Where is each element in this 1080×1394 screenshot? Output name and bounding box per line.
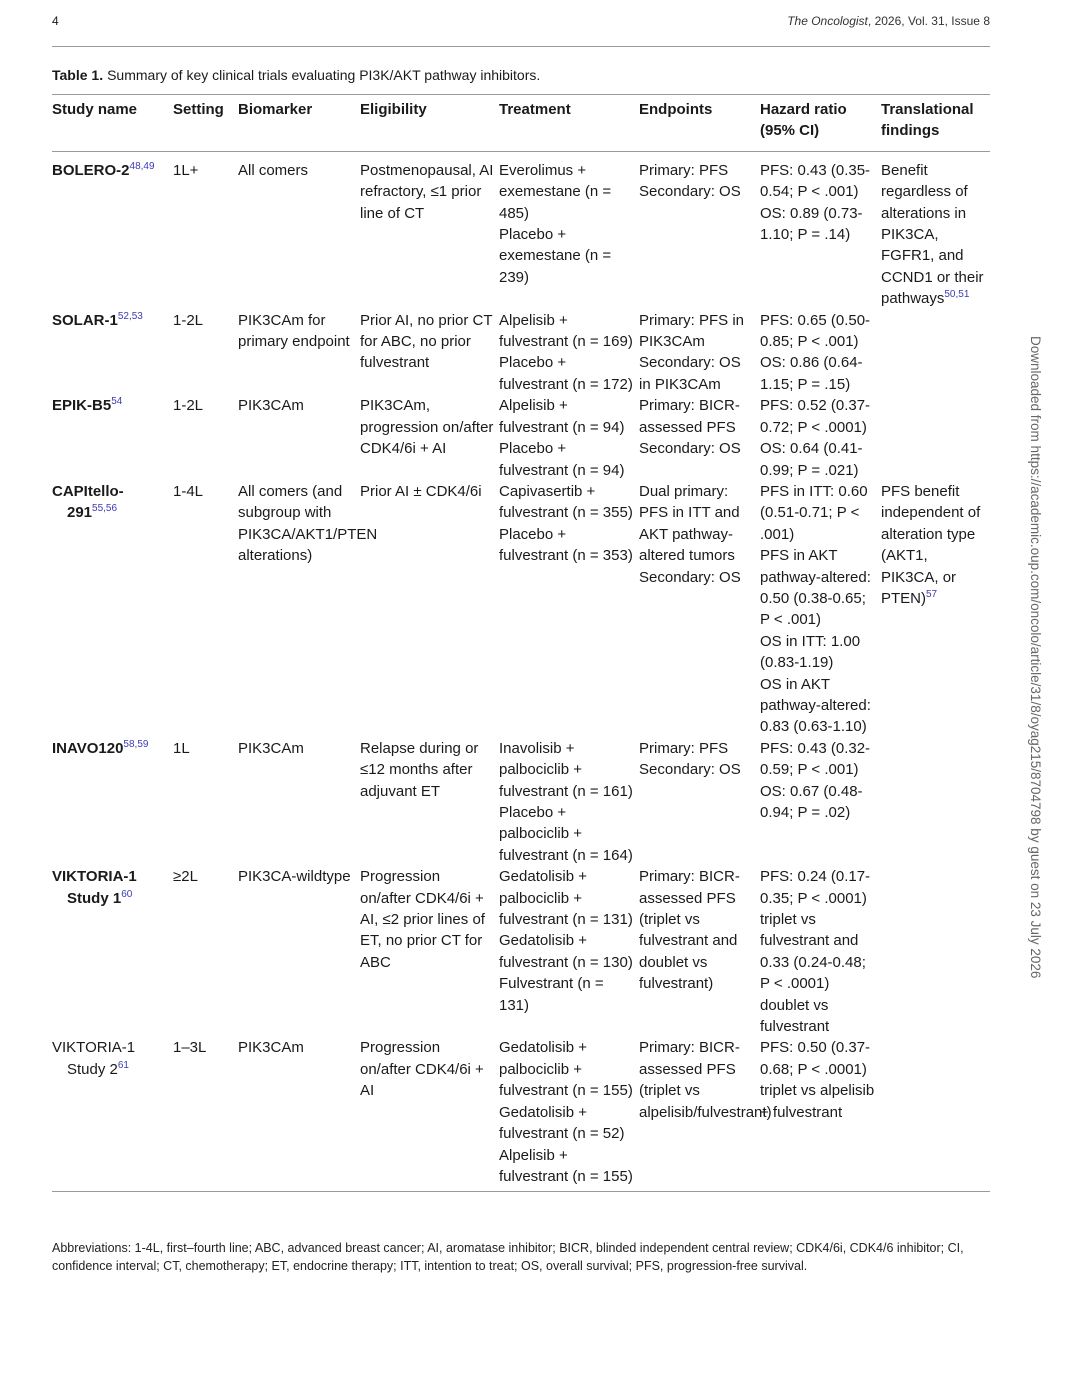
study-name-cell xyxy=(52,738,173,866)
hazard-ratio-cell xyxy=(760,395,881,481)
treatment-cell xyxy=(499,151,639,309)
treatment-cell xyxy=(499,1037,639,1191)
treatment-line: Placebo + fulvestrant (n = 353) xyxy=(499,525,633,565)
translational-cell xyxy=(881,1037,990,1191)
eligibility-cell: Prior AI, no prior CT for ABC, no prior fulvestrant xyxy=(360,311,493,372)
study-name-cell xyxy=(52,310,173,396)
study-name-cell xyxy=(52,151,173,309)
translational-cell xyxy=(881,395,990,481)
reference-link: 61 xyxy=(117,1059,129,1071)
biomarker-cell: PIK3CAm for primary endpoint xyxy=(238,311,350,351)
column-header: Hazard ratio (95% CI) xyxy=(760,95,881,152)
translational-cell xyxy=(881,738,990,866)
download-note: Downloaded from https://academic.oup.com/oncolo/article/31/8/oyag215/8704798 by guest on 23 July 2026 xyxy=(1028,336,1043,979)
treatment-cell xyxy=(499,738,639,866)
endpoints-cell xyxy=(639,310,760,396)
hazard-ratio-line: PFS: 0.52 (0.37-0.72; P < .0001) xyxy=(760,397,871,436)
eligibility-cell: Postmenopausal, AI refractory, ≤1 prior line of CT xyxy=(360,161,494,222)
hazard-ratio-cell xyxy=(760,738,881,866)
header-rule xyxy=(52,46,990,47)
hazard-ratio-line: PFS: 0.43 (0.35-0.54; P < .001) xyxy=(760,161,871,201)
biomarker-cell: PIK3CAm xyxy=(238,1037,360,1191)
setting-cell: 1L xyxy=(173,739,190,757)
table-footnote: Abbreviations: 1-4L, first–fourth line; ABC, advanced breast cancer; AI, aromatase inhibitor; BICR, blinded independent central review; CDK4/6i, CDK4/6 inhibitor; CI, confidence interval; CT, chemotherapy; ET, endocrine therapy; ITT, intention to treat; OS, overall survival; PFS, progression-free survival. xyxy=(52,1241,964,1273)
hazard-ratio-line: OS in ITT: 1.00 (0.83-1.19) xyxy=(760,632,861,672)
reference-link: 55,56 xyxy=(92,503,118,515)
table-row xyxy=(52,738,990,866)
endpoints-cell xyxy=(639,866,760,1037)
setting-cell: 1L+ xyxy=(173,161,199,179)
eligibility-cell: PIK3CAm, progression on/after CDK4/6i + AI xyxy=(360,397,494,458)
hazard-ratio-line: PFS: 0.65 (0.50-0.85; P < .001) xyxy=(760,311,871,351)
treatment-line: Placebo + exemestane (n = 239) xyxy=(499,226,612,286)
reference-link: 50,51 xyxy=(944,289,970,301)
study-name-cell xyxy=(52,395,173,481)
hazard-ratio-line: PFS in ITT: 0.60 (0.51-0.71; P < .001) xyxy=(760,482,868,543)
reference-link: 57 xyxy=(926,588,938,600)
eligibility-cell: Prior AI ± CDK4/6i xyxy=(360,482,482,500)
translational-text: Benefit regardless of alterations in PIK3CA, FGFR1, and CCND1 or their pathways xyxy=(881,161,984,308)
table-row xyxy=(52,151,990,309)
translational-cell xyxy=(881,481,990,738)
endpoints-cell xyxy=(639,395,760,481)
reference-link: 58,59 xyxy=(123,738,149,750)
hazard-ratio-line: PFS: 0.43 (0.32-0.59; P < .001) xyxy=(760,739,871,779)
reference-link: 60 xyxy=(121,888,133,900)
hazard-ratio-cell xyxy=(760,866,881,1037)
treatment-cell xyxy=(499,395,639,481)
journal-name: The Oncologist xyxy=(787,14,868,28)
hazard-ratio-line: OS: 0.89 (0.73-1.10; P = .14) xyxy=(760,204,863,244)
biomarker-cell: All comers xyxy=(238,161,309,179)
reference-link: 48,49 xyxy=(129,160,155,172)
study-name: VIKTORIA-1 Study 2 xyxy=(52,1039,136,1078)
eligibility-cell: Progression on/after CDK4/6i + AI xyxy=(360,1037,499,1191)
table-header xyxy=(52,95,990,152)
translational-cell xyxy=(881,310,990,396)
endpoints-line: Secondary: OS xyxy=(639,440,741,458)
study-name: CAPItello-291 xyxy=(52,482,124,522)
study-name-cell xyxy=(52,481,173,738)
treatment-line: Inavolisib + palbociclib + fulvestrant (n = 161) xyxy=(499,739,633,800)
eligibility-cell: Progression on/after CDK4/6i + AI, ≤2 prior lines of ET, no prior CT for ABC xyxy=(360,868,485,971)
endpoints-line: Secondary: OS in PIK3CAm xyxy=(639,354,741,393)
study-name: SOLAR-1 xyxy=(52,311,118,329)
endpoints-cell xyxy=(639,151,760,309)
table-label: Table 1. xyxy=(52,67,104,83)
treatment-line: Alpelisib + fulvestrant (n = 155) xyxy=(499,1146,633,1185)
reference-link: 54 xyxy=(111,396,123,408)
eligibility-cell: Relapse during or ≤12 months after adjuvant ET xyxy=(360,739,479,800)
column-header: Setting xyxy=(173,95,238,152)
treatment-cell xyxy=(499,866,639,1037)
treatment-line: Everolimus + exemestane (n = 485) xyxy=(499,161,612,222)
study-name: EPIK-B5 xyxy=(52,397,112,415)
column-header: Translational findings xyxy=(881,95,990,152)
endpoints-line: Primary: BICR-assessed PFS xyxy=(639,397,740,436)
biomarker-cell: PIK3CAm xyxy=(238,397,304,415)
endpoints-cell xyxy=(639,1037,772,1191)
study-name-cell xyxy=(52,1037,173,1191)
setting-cell: 1-4L xyxy=(173,482,204,500)
endpoints-line: Primary: PFS in PIK3CAm xyxy=(639,311,745,351)
setting-cell: 1-2L xyxy=(173,311,204,329)
study-name-cell xyxy=(52,866,173,1037)
endpoints-line: Primary: BICR-assessed PFS (triplet vs fulvestrant and doublet vs fulvestrant) xyxy=(639,868,740,993)
reference-link: 52,53 xyxy=(117,310,143,322)
study-name: INAVO120 xyxy=(52,739,124,757)
hazard-ratio-line: OS: 0.67 (0.48-0.94; P = .02) xyxy=(760,782,863,821)
hazard-ratio-line: PFS: 0.24 (0.17-0.35; P < .0001) triplet vs fulvestrant and 0.33 (0.24-0.48; P < .0001) doublet vs fulvestrant xyxy=(760,868,871,1036)
trials-table xyxy=(52,94,990,1192)
biomarker-cell: PIK3CAm xyxy=(238,739,304,757)
treatment-line: Placebo + palbociclib + fulvestrant (n = 164) xyxy=(499,804,633,864)
endpoints-line: Dual primary: PFS in ITT and AKT pathway-altered tumors xyxy=(639,482,740,565)
hazard-ratio-line: PFS: 0.50 (0.37-0.68; P < .0001) triplet vs alpelisib + fulvestrant xyxy=(760,1039,875,1121)
treatment-line: Fulvestrant (n = 131) xyxy=(499,975,604,1014)
treatment-line: Gedatolisib + palbociclib + fulvestrant (n = 131) xyxy=(499,868,633,929)
endpoints-cell xyxy=(639,481,760,738)
page-number: 4 xyxy=(52,14,59,28)
table-row xyxy=(52,395,990,481)
hazard-ratio-line: PFS in AKT pathway-altered: 0.50 (0.38-0.65; P < .001) xyxy=(760,547,871,629)
biomarker-cell: All comers (and subgroup with PIK3CA/AKT1/PTEN alterations) xyxy=(238,482,378,565)
column-header: Study name xyxy=(52,95,173,152)
study-name: VIKTORIA-1 Study 1 xyxy=(52,868,137,907)
treatment-line: Capivasertib + fulvestrant (n = 355) xyxy=(499,482,633,522)
treatment-line: Placebo + fulvestrant (n = 94) xyxy=(499,440,625,479)
setting-cell: 1–3L xyxy=(173,1037,238,1191)
hazard-ratio-line: OS: 0.64 (0.41-0.99; P = .021) xyxy=(760,440,863,479)
table-caption xyxy=(52,67,540,83)
table-row xyxy=(52,481,990,738)
hazard-ratio-cell xyxy=(760,481,881,738)
setting-cell: 1-2L xyxy=(173,397,204,415)
treatment-cell xyxy=(499,310,639,396)
endpoints-line: Secondary: OS xyxy=(639,761,741,779)
column-header: Eligibility xyxy=(360,95,499,152)
header-row xyxy=(52,95,990,152)
endpoints-line: Primary: BICR-assessed PFS (triplet vs alpelisib/fulvestrant) xyxy=(639,1039,772,1121)
biomarker-cell: PIK3CA-wildtype xyxy=(238,868,351,886)
column-header: Treatment xyxy=(499,95,639,152)
endpoints-line: Secondary: OS xyxy=(639,183,741,201)
endpoints-line: Primary: PFS xyxy=(639,739,729,757)
hazard-ratio-line: OS in AKT pathway-altered: 0.83 (0.63-1.10) xyxy=(760,675,871,736)
setting-cell: ≥2L xyxy=(173,868,198,886)
journal-citation xyxy=(787,14,990,28)
translational-cell xyxy=(881,151,990,309)
treatment-line: Alpelisib + fulvestrant (n = 169) xyxy=(499,311,633,351)
translational-cell xyxy=(881,866,990,1037)
table-row xyxy=(52,866,990,1037)
hazard-ratio-line: OS: 0.86 (0.64-1.15; P = .15) xyxy=(760,354,863,393)
hazard-ratio-cell xyxy=(760,310,881,396)
column-header: Biomarker xyxy=(238,95,360,152)
hazard-ratio-cell xyxy=(760,1037,881,1191)
treatment-line: Placebo + fulvestrant (n = 172) xyxy=(499,354,633,393)
treatment-line: Alpelisib + fulvestrant (n = 94) xyxy=(499,397,625,436)
endpoints-line: Secondary: OS xyxy=(639,568,741,586)
translational-text: PFS benefit independent of alteration type (AKT1, PIK3CA, or PTEN) xyxy=(881,482,981,607)
endpoints-line: Primary: PFS xyxy=(639,161,729,179)
treatment-line: Gedatolisib + fulvestrant (n = 130) xyxy=(499,932,633,971)
study-name: BOLERO-2 xyxy=(52,161,130,179)
treatment-line: Gedatolisib + fulvestrant (n = 52) xyxy=(499,1103,625,1143)
table-caption-text: Summary of key clinical trials evaluating PI3K/AKT pathway inhibitors. xyxy=(107,67,541,83)
column-header: Endpoints xyxy=(639,95,760,152)
hazard-ratio-cell xyxy=(760,151,881,309)
table-body xyxy=(52,151,990,1192)
table-row xyxy=(52,1037,990,1191)
treatment-cell xyxy=(499,481,639,738)
treatment-line: Gedatolisib + palbociclib + fulvestrant (n = 155) xyxy=(499,1039,633,1100)
journal-details: , 2026, Vol. 31, Issue 8 xyxy=(867,14,990,28)
table-row xyxy=(52,310,990,396)
endpoints-cell xyxy=(639,738,760,866)
